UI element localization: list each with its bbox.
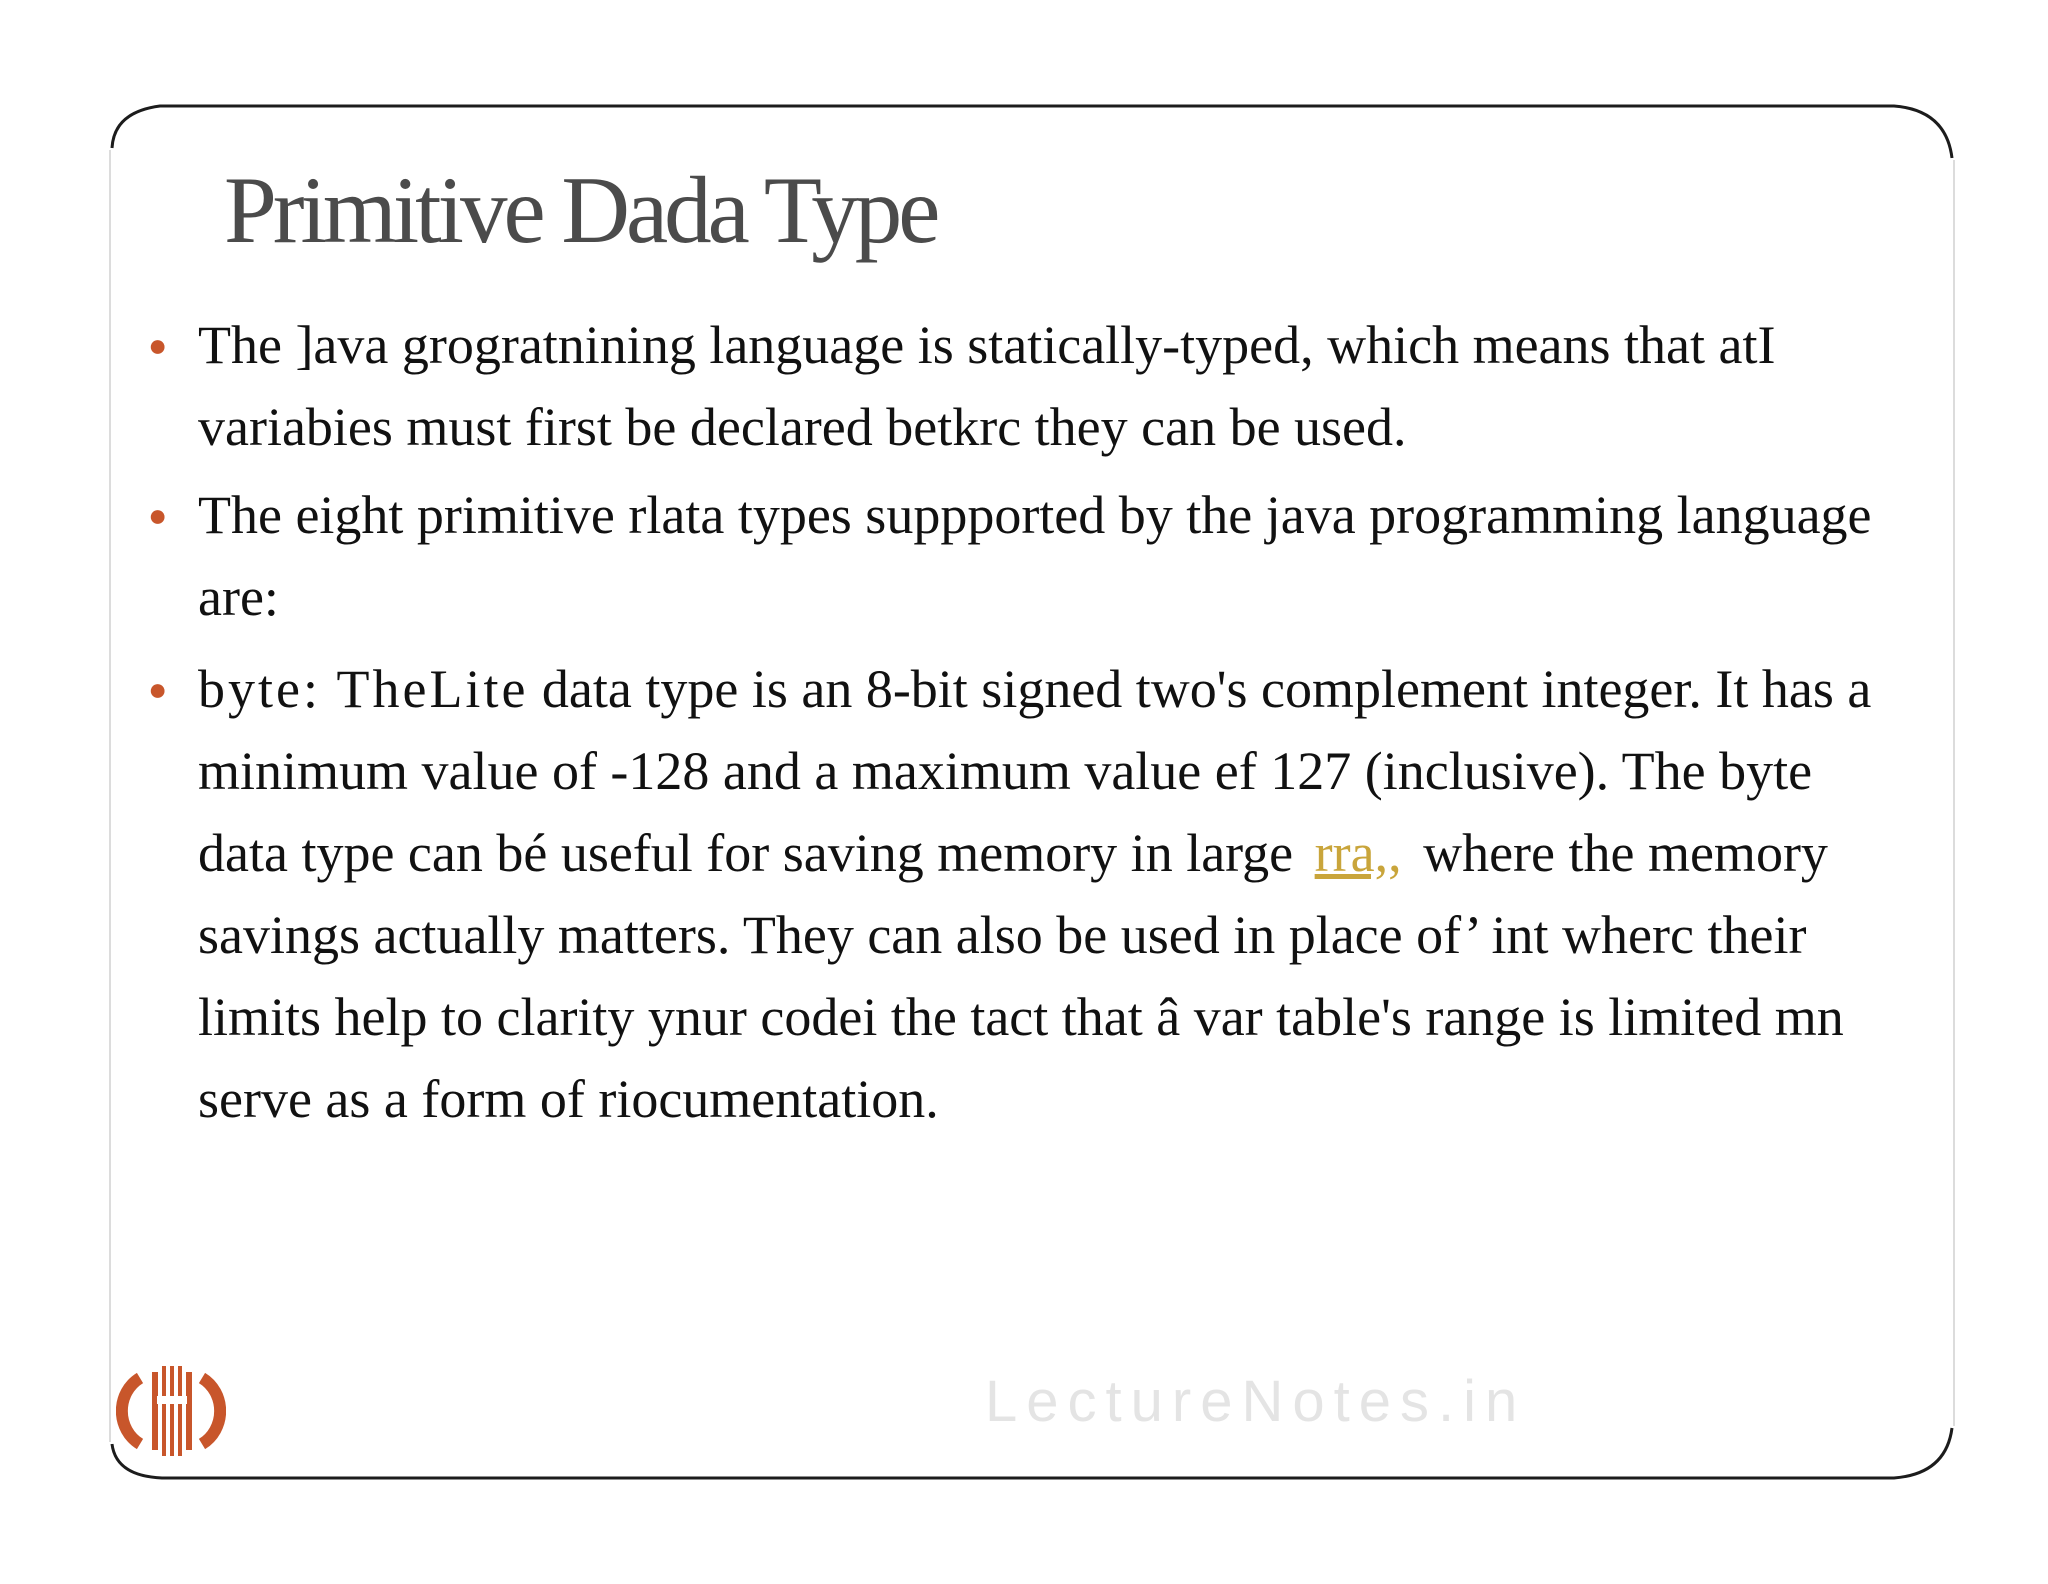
slide-title: Primitive Dada Type [224, 157, 937, 263]
byte-term: byte: TheLite [198, 659, 529, 719]
lecturenotes-logo-icon [116, 1356, 226, 1466]
bullet-dot-icon: ● [148, 327, 168, 363]
bullet-text: The ]ava grogratnining language is statically-typed, which means that atI variabies must first be declared betkrc they can be used. [198, 315, 1776, 457]
byte-description-part2: where the memory savings actually matters. They can also be used in place of’ int wherc their limits help to clarity ynur codei the tact that â var table's range is limited mn serve as a form of riocumentation. [198, 823, 1844, 1129]
bullet-item-eight-primitives [148, 474, 1908, 638]
arrays-link[interactable]: rra,, [1314, 823, 1402, 883]
bullet-text: The eight primitive rlata types suppported by the java programming language are: [198, 485, 1872, 627]
bullet-item-byte [148, 648, 1908, 1140]
bullet-dot-icon: ● [148, 671, 168, 707]
bullet-dot-icon: ● [148, 497, 168, 533]
bullet-text [198, 648, 1908, 1140]
bullet-list [148, 304, 1908, 1140]
watermark-text: LectureNotes.in [985, 1369, 1527, 1434]
byte-description-part1: data type is an 8-bit signed two's complement integer. It has a minimum value of -128 and a maximum value ef 127 (inclusive). The byte data type can bé useful for saving memory in large [198, 659, 1872, 883]
bullet-item-static-typing [148, 304, 1908, 468]
